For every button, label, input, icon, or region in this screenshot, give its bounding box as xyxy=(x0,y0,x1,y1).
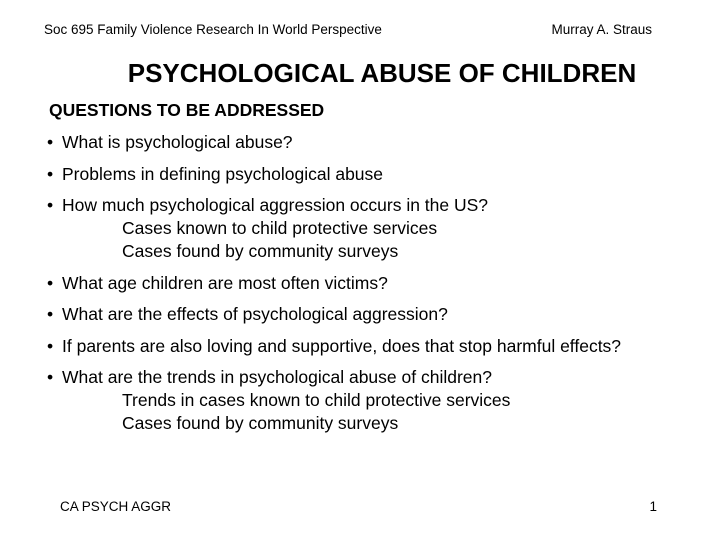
list-item xyxy=(47,303,715,326)
list-item-text: What are the trends in psychological abuse of children? xyxy=(62,367,492,387)
bullet-icon: • xyxy=(47,163,54,184)
bullet-icon: • xyxy=(47,132,54,152)
bullet-icon: • xyxy=(47,367,54,387)
bullet-icon: • xyxy=(47,335,54,356)
bullet-icon: • xyxy=(47,304,54,324)
course-header: Soc 695 Family Violence Research In World Perspective xyxy=(44,22,382,37)
list-item xyxy=(47,163,715,186)
slide-subtitle: QUESTIONS TO BE ADDRESSED xyxy=(49,100,325,120)
list-item-text: What are the effects of psychological aggression? xyxy=(62,304,448,324)
list-item-text: How much psychological aggression occurs in the US? xyxy=(62,195,489,215)
sub-item-text: Cases found by community surveys xyxy=(122,241,399,261)
sub-item-text: Cases known to child protective services xyxy=(122,218,438,238)
sub-item-text: Cases found by community surveys xyxy=(122,413,399,433)
list-item-text: Problems in defining psychological abuse xyxy=(62,163,384,184)
list-item-text: If parents are also loving and supportive, does that stop harmful effects? xyxy=(62,335,622,356)
list-item xyxy=(47,272,715,295)
bullet-icon: • xyxy=(47,272,54,293)
list-item xyxy=(47,335,715,358)
list-item xyxy=(47,366,715,435)
slide-title: PSYCHOLOGICAL ABUSE OF CHILDREN xyxy=(127,58,637,88)
author-header: Murray A. Straus xyxy=(551,22,652,37)
list-item xyxy=(47,131,715,154)
page-number: 1 xyxy=(649,499,657,514)
question-list xyxy=(47,131,715,444)
list-item-text: What age children are most often victims? xyxy=(62,272,388,293)
sub-item-text: Trends in cases known to child protective services xyxy=(122,390,511,410)
bullet-icon: • xyxy=(47,195,54,215)
list-item-text: What is psychological abuse? xyxy=(62,132,293,152)
list-item xyxy=(47,194,715,263)
footer-label: CA PSYCH AGGR xyxy=(60,499,172,514)
